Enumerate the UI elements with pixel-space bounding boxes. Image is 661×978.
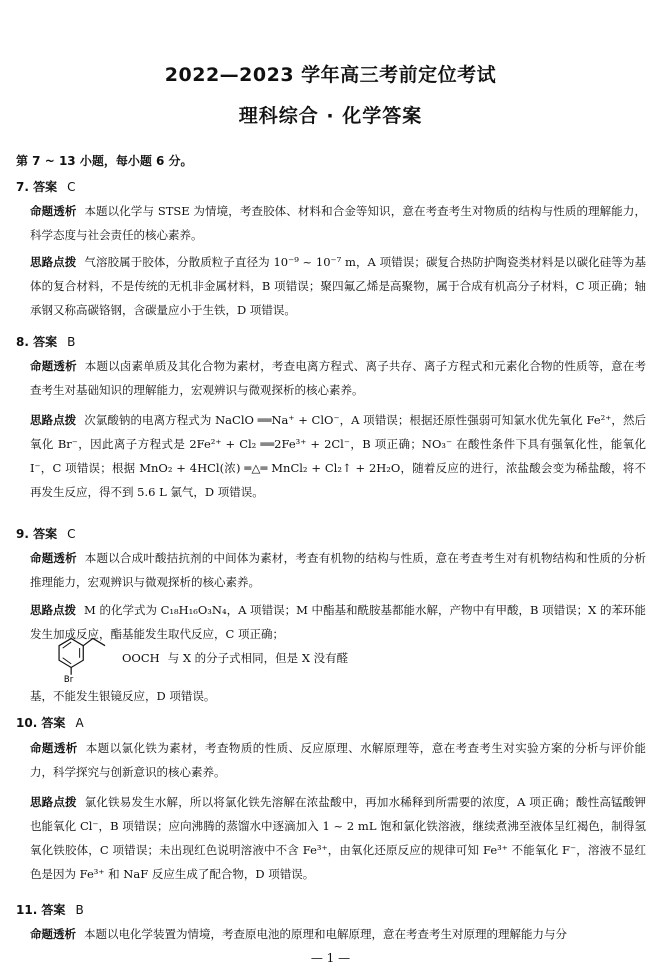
hint-label: 思路点拨 (30, 603, 77, 617)
question-8-heading (16, 333, 75, 350)
question-9-hint-end: 基，不能发生银镜反应，D 项错误。 (30, 689, 216, 703)
answer-value: C (67, 527, 76, 541)
hint-label: 思路点拨 (30, 795, 77, 809)
hint-text: 氯化铁易发生水解，所以将氯化铁先溶解在浓盐酸中，再加水稀释到所需要的浓度，A 项正确；酸性高锰酸钾也能氧化 Cl⁻，B 项错误；应向沸腾的蒸馏水中逐滴加入 1 ~ 2 mL 饱和氯化铁溶液，继续煮沸至液体呈红褐色，制得氢氧化铁胶体，C 项错误；未出现红色说明溶液中不含 Fe³⁺，由氧化还原反应的规律可知 Fe³⁺ 不能氧化 F⁻，溶液不显红色是因为 Fe³⁺ 和 NaF 反应生成了配合物，D 项错误。 (30, 795, 646, 881)
analysis-label: 命题透析 (30, 551, 77, 565)
analysis-label: 命题透析 (30, 204, 77, 218)
question-9-structure-line (30, 636, 646, 684)
page-number: — 1 — (310, 951, 351, 965)
question-7-hint (30, 250, 646, 322)
analysis-text: 本题以合成叶酸拮抗剂的中间体为素材，考查有机物的结构与性质，意在考查考生对有机物结构和性质的分析推理能力，宏观辨识与微观探析的核心素养。 (30, 551, 647, 589)
hint-text: M 的化学式为 C₁₈H₁₆O₃N₄，A 项错误；M 中酯基和酰胺基都能水解，产物中有甲酸，B 项错误；X 的苯环能发生加成反应，酯基能发生取代反应，C 项正确； (30, 603, 647, 641)
question-9-heading (16, 525, 75, 542)
analysis-label: 命题透析 (30, 359, 77, 373)
question-10-analysis (30, 736, 646, 784)
answer-value: B (75, 903, 84, 917)
question-10-heading (16, 714, 84, 731)
analysis-label: 命题透析 (30, 927, 76, 941)
page-subtitle: 理科综合 · 化学答案 (238, 105, 423, 127)
answer-value: B (67, 335, 76, 349)
question-7-analysis (30, 199, 646, 247)
question-9-analysis (30, 546, 646, 594)
question-7-heading (16, 178, 75, 195)
question-8-hint (30, 408, 646, 504)
hint-label: 思路点拨 (30, 255, 77, 269)
molecule-group-label: OOCH (122, 651, 160, 665)
question-10-hint (30, 790, 646, 886)
molecule-structure-icon (34, 636, 118, 682)
page-title: 2022—2023 学年高三考前定位考试 (164, 64, 497, 86)
hint-text-cont: 与 X 的分子式相同，但是 X 没有醛 (167, 651, 349, 665)
hint-label: 思路点拨 (30, 413, 77, 427)
analysis-label: 命题透析 (30, 741, 78, 755)
question-11-analysis (30, 922, 646, 946)
question-number: 11. 答案 (16, 903, 66, 917)
analysis-text: 本题以电化学装置为情境，考查原电池的原理和电解原理，意在考查考生对原理的理解能力与分 (84, 927, 567, 941)
question-11-heading (16, 901, 84, 918)
analysis-text: 本题以氯化铁为素材，考查物质的性质、反应原理、水解原理等，意在考查考生对实验方案的分析与评价能力，科学探究与创新意识的核心素养。 (30, 741, 647, 779)
question-number: 9. 答案 (16, 527, 58, 541)
analysis-text: 本题以化学与 STSE 为情境，考查胶体、材料和合金等知识，意在考查考生对物质的结构与性质的理解能力，科学态度与社会责任的核心素养。 (30, 204, 646, 242)
molecule-substituent-label: Br (63, 674, 74, 682)
question-number: 10. 答案 (16, 716, 66, 730)
hint-text: 次氯酸钠的电离方程式为 NaClO ══Na⁺ + ClO⁻，A 项错误；根据还原性强弱可知氯水优先氧化 Fe²⁺，然后氧化 Br⁻，因此离子方程式是 2Fe²⁺ + Cl₂ ══2Fe³⁺ + 2Cl⁻，B 项正确；NO₃⁻ 在酸性条件下具有强氧化性，能氧化 I⁻，C 项错误；根据 MnO₂ + 4HCl(浓) ═△═ MnCl₂ + Cl₂↑ + 2H₂O，随着反应的进行，浓盐酸会变为稀盐酸，将不再发生反应，得不到 5.6 L 氯气，D 项错误。 (30, 413, 647, 499)
intro-line: 第 7 ~ 13 小题，每小题 6 分。 (16, 154, 193, 168)
hint-text: 气溶胶属于胶体，分散质粒子直径为 10⁻⁹ ~ 10⁻⁷ m，A 项错误；碳复合热防护陶瓷类材料是以碳化硅等为基体的复合材料，不是传统的无机非金属材料，B 项错误；聚四氟乙烯是高聚物，属于合成有机高分子材料，C 项正确；轴承钢又称高碳铬钢，含碳量应小于生铁，D 项错误。 (30, 255, 647, 317)
question-8-analysis (30, 354, 646, 402)
answer-value: C (67, 180, 76, 194)
question-number: 7. 答案 (16, 180, 58, 194)
analysis-text: 本题以卤素单质及其化合物为素材，考查电离方程式、离子共存、离子方程式和元素化合物的性质等，意在考查考生对基础知识的理解能力，宏观辨识与微观探析的核心素养。 (30, 359, 647, 397)
answer-value: A (75, 716, 84, 730)
question-number: 8. 答案 (16, 335, 58, 349)
